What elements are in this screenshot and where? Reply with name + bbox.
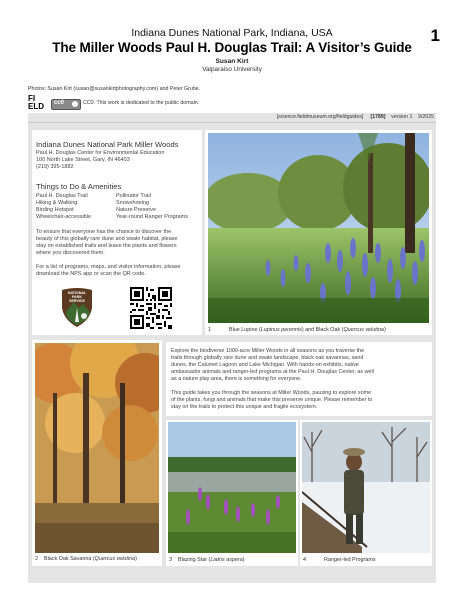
amenities-heading: Things to Do & Amenities — [36, 182, 122, 191]
guide-url[interactable]: [science.fieldmuseum.org/fieldguides] — [276, 114, 364, 120]
amenity-item: Wheelchair-accessible — [36, 214, 92, 220]
guide-date: 9/2025 — [418, 114, 434, 120]
nps-badge-text: NATIONAL — [67, 291, 87, 295]
author-institution: Valparaiso University — [202, 66, 262, 73]
field-museum-logo: FI ELD — [28, 94, 44, 111]
amenity-item: Paul H. Douglas Trail — [36, 193, 88, 199]
info-panel — [32, 130, 202, 335]
info-title: Indiana Dunes National Park Miller Woods — [36, 140, 179, 149]
stewardship-line: stay on established trails and leave the plants and flowers — [36, 243, 177, 249]
photo-caption-1: 1 Blue Lupine (Lupinus perennis) and Black Oak (Quercus velutina) — [208, 327, 386, 333]
amenity-item: Nature Preserve — [116, 207, 157, 213]
ranger-program-photo — [302, 422, 430, 553]
photo-panel-4 — [300, 420, 432, 566]
page-number: 1 — [430, 26, 440, 45]
app-info-line: For a list of programs, maps, and visitor information, please — [36, 264, 181, 270]
address-line-2: 100 North Lake Street, Gary, IN 46403 — [36, 157, 130, 163]
intro-text-panel — [166, 342, 432, 416]
intro-paragraph-1: Explore the biodiverse 1000-acre Miller Woods in all seasons as you traverse the trails through globally rare dune and swale landscape, black oak savannas, sand dunes, the Calumet Lagoon and Lake Michigan. With hands-on exhibits, native ambassador animals and ranger-led programs at the Paul H. Douglas Center, as well as a nature play area, there is something for everyone. — [171, 348, 374, 382]
amenity-item: Hiking & Walking — [36, 200, 78, 206]
park-location-heading: Indiana Dunes National Park, Indiana, USA — [131, 27, 333, 39]
guide-title: The Miller Woods Paul H. Douglas Trail: A Visitor’s Guide — [52, 40, 412, 55]
address-line-1: Paul H. Douglas Center for Environmental Education — [36, 150, 165, 156]
phone-number: (219) 395-1882 — [36, 164, 74, 170]
amenity-item: Pollinator Trail — [116, 193, 151, 199]
license-text: CC0. This work is dedicated to the public domain. — [83, 100, 200, 106]
photo-caption-2: 2 Black Oak Savanna (Quercus velutina) — [35, 556, 137, 562]
stewardship-line: To ensure that everyone has the chance to discover the — [36, 229, 172, 235]
stewardship-line: where you discovered them. — [36, 250, 105, 256]
qr-code[interactable] — [130, 287, 172, 329]
amenity-item: Year-round Ranger Programs — [116, 214, 188, 220]
amenity-item: Snowshoeing — [116, 200, 150, 206]
document-meta — [277, 114, 434, 120]
cc0-license-badge: cc0 — [51, 99, 81, 110]
author-name: Susan Kirt — [215, 58, 249, 65]
nps-badge-text: SERVICE — [69, 299, 85, 303]
lupine-meadow-photo — [208, 133, 429, 323]
photo-panel-3 — [166, 420, 298, 566]
blazing-star-photo — [168, 422, 296, 553]
guide-number: [1789] — [370, 114, 386, 120]
photo-caption-3: 3 Blazing Star (Liatris aspera) — [169, 557, 245, 563]
intro-paragraph-2: This guide takes you through the seasons at Miller Woods, pausing to explore some of the plants, fungi and animals that make this preserve unique. Please remember to stay on the trails to protect this unique and fragile ecosystem. — [171, 390, 373, 410]
stewardship-line: beauty of this globally rare dune and swale habitat, please — [36, 236, 178, 242]
photo-panel-1 — [205, 130, 432, 335]
amenity-item: Birding Hotspot — [36, 207, 74, 213]
photo-credits: Photos: Susan Kirt (susan@susankirtphotography.com) and Peter Grube. — [28, 86, 201, 92]
nps-badge-text: PARK — [72, 295, 82, 299]
version-label: version 1 — [391, 114, 413, 120]
nps-arrowhead-logo — [60, 286, 94, 328]
photo-panel-2 — [32, 340, 162, 566]
oak-savanna-photo — [35, 343, 159, 553]
app-info-line: download the NPS app or scan the QR code. — [36, 271, 146, 277]
photo-caption-4: 4 Ranger-led Programs — [303, 557, 376, 563]
